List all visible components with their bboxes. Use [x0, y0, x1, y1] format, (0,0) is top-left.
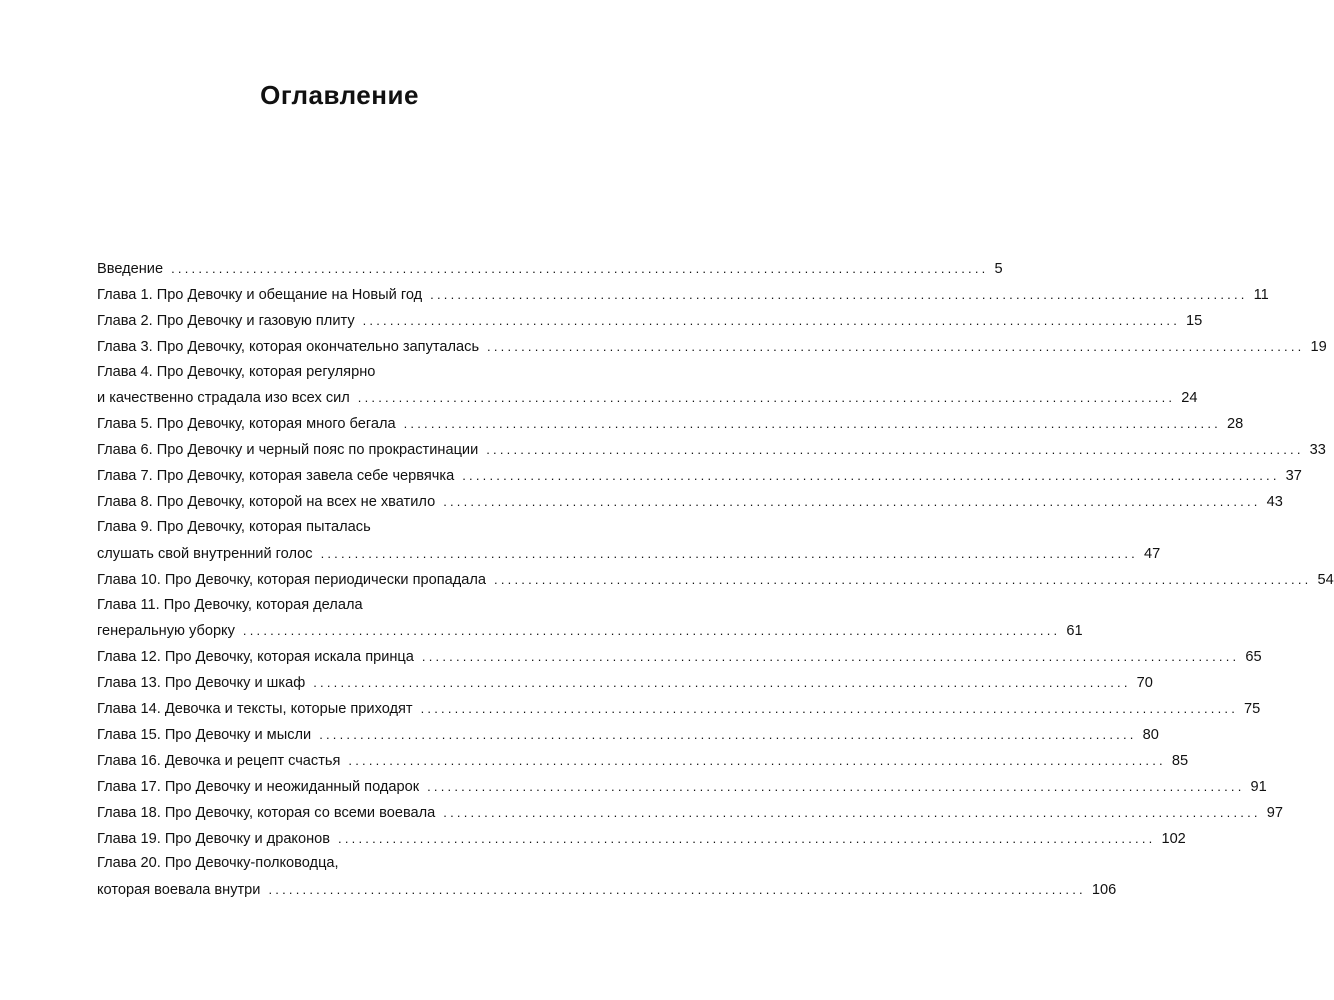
toc-leader-dots: ........................................................................................................................	[362, 312, 1181, 328]
toc-page-number: 85	[1171, 752, 1189, 769]
toc-entry	[97, 670, 1153, 696]
toc-entry-title: Глава 15. Про Девочку и мысли	[97, 727, 312, 744]
toc-entry	[97, 696, 1261, 722]
toc-entry	[97, 282, 1269, 308]
toc-entry	[97, 256, 1003, 282]
toc-page-number: 11	[1253, 286, 1269, 303]
toc-entry-title: Глава 18. Про Девочку, которая со всеми воевала	[97, 804, 436, 821]
toc-entry-title: Глава 7. Про Девочку, которая завела себе червячка	[97, 468, 455, 485]
toc-leader-dots: ........................................................................................................................	[313, 675, 1131, 691]
toc-entry	[97, 567, 1334, 593]
toc-page-number: 75	[1244, 701, 1261, 718]
toc-entry-title: Глава 5. Про Девочку, которая много бегала	[97, 416, 396, 433]
toc-page-number: 43	[1266, 494, 1283, 511]
toc-entry-title: генеральную уборку	[97, 623, 235, 640]
toc-entry-title: Глава 9. Про Девочку, которая пыталась	[97, 518, 371, 535]
toc-leader-dots: ........................................................................................................................	[494, 571, 1312, 587]
toc-leader-dots: ........................................................................................................................	[486, 442, 1304, 458]
toc-page-number: 5	[994, 261, 1003, 277]
toc-leader-dots: ........................................................................................................................	[403, 416, 1221, 432]
toc-leader-dots: ........................................................................................................................	[338, 830, 1156, 846]
toc-entry-title: и качественно страдала изо всех сил	[97, 390, 350, 407]
toc-leader-dots: ........................................................................................................................	[430, 286, 1248, 302]
page-title: Оглавление	[260, 80, 419, 110]
toc-page-number: 102	[1161, 830, 1186, 847]
toc-entry-title: Глава 2. Про Девочку и газовую плиту	[97, 312, 355, 329]
toc-entry-title: Глава 14. Девочка и тексты, которые приходят	[97, 701, 413, 718]
toc-page-number: 70	[1136, 675, 1153, 692]
toc-leader-dots: ........................................................................................................................	[443, 494, 1261, 510]
toc-entry-title: Глава 20. Про Девочку-полководца,	[97, 855, 339, 872]
toc-entry	[97, 800, 1283, 826]
toc-entry-title: слушать свой внутренний голос	[97, 545, 313, 562]
toc-entry	[97, 826, 1186, 852]
toc-page-number: 97	[1266, 804, 1283, 821]
toc-entry	[97, 308, 1203, 334]
toc-entry	[97, 851, 583, 877]
toc-page-number: 80	[1142, 727, 1159, 744]
toc-page-number: 91	[1250, 778, 1267, 795]
toc-leader-dots: ........................................................................................................................	[348, 752, 1166, 768]
toc-page-number: 65	[1245, 649, 1262, 666]
toc-page-number: 47	[1143, 545, 1161, 562]
toc-entry	[97, 411, 1244, 437]
toc-entry-title: Глава 4. Про Девочку, которая регулярно	[97, 363, 376, 380]
toc-entry-title: Глава 10. Про Девочку, которая периодически пропадала	[97, 571, 487, 588]
toc-page-number: 54	[1317, 571, 1334, 588]
toc-leader-dots: ........................................................................................................................	[357, 390, 1176, 406]
toc-leader-dots: ........................................................................................................................	[443, 804, 1261, 820]
toc-entry-title: Глава 8. Про Девочку, которой на всех не хватило	[97, 494, 436, 511]
toc-entry	[97, 877, 1117, 903]
toc-entry	[97, 722, 1159, 748]
toc-leader-dots: ........................................................................................................................	[487, 338, 1305, 354]
toc-entry	[97, 644, 1262, 670]
toc-entry	[97, 541, 1161, 567]
toc-entry-title: Глава 1. Про Девочку и обещание на Новый год	[97, 286, 423, 303]
toc-leader-dots: ........................................................................................................................	[420, 701, 1239, 717]
toc-entry-title: Глава 13. Про Девочку и шкаф	[97, 675, 306, 692]
toc-entry-title: Введение	[97, 261, 164, 277]
toc-leader-dots: ........................................................................................................................	[462, 468, 1280, 484]
table-of-contents	[97, 256, 1334, 903]
toc-entry	[97, 385, 1198, 411]
toc-page-number: 33	[1309, 442, 1326, 459]
toc-page-number: 15	[1186, 312, 1203, 329]
toc-page-number: 28	[1227, 416, 1244, 433]
toc-page-number: 19	[1310, 338, 1327, 355]
toc-entry-title: Глава 3. Про Девочку, которая окончательно запуталась	[97, 338, 480, 355]
toc-entry	[97, 437, 1326, 463]
toc-page-number: 106	[1091, 882, 1117, 899]
toc-entry-title: Глава 19. Про Девочку и драконов	[97, 830, 331, 847]
toc-entry	[97, 463, 1302, 489]
toc-entry-title: которая воевала внутри	[97, 882, 261, 899]
toc-entry	[97, 515, 583, 541]
toc-entry-title: Глава 12. Про Девочку, которая искала принца	[97, 649, 414, 666]
toc-leader-dots: ........................................................................................................................	[319, 727, 1137, 743]
toc-leader-dots: ........................................................................................................................	[268, 882, 1086, 898]
toc-entry	[97, 618, 1083, 644]
toc-page-number: 61	[1066, 623, 1083, 640]
toc-leader-dots: ........................................................................................................................	[242, 623, 1061, 639]
toc-entry	[97, 360, 583, 386]
toc-leader-dots: ........................................................................................................................	[421, 649, 1240, 665]
toc-entry	[97, 489, 1283, 515]
toc-entry	[97, 748, 1189, 774]
toc-entry-title: Глава 11. Про Девочку, которая делала	[97, 596, 363, 613]
toc-entry	[97, 593, 583, 619]
toc-entry-title: Глава 17. Про Девочку и неожиданный подарок	[97, 778, 420, 795]
toc-entry	[97, 774, 1267, 800]
toc-leader-dots: ........................................................................................................................	[320, 545, 1138, 561]
toc-entry	[97, 334, 1327, 360]
toc-leader-dots: ........................................................................................................................	[427, 778, 1245, 794]
toc-entry-title: Глава 16. Девочка и рецепт счастья	[97, 752, 341, 769]
toc-page-number: 24	[1181, 390, 1198, 407]
toc-leader-dots: ........................................................................................................................	[171, 261, 989, 276]
toc-page-number: 37	[1285, 468, 1302, 485]
toc-entry-title: Глава 6. Про Девочку и черный пояс по прокрастинации	[97, 442, 479, 459]
